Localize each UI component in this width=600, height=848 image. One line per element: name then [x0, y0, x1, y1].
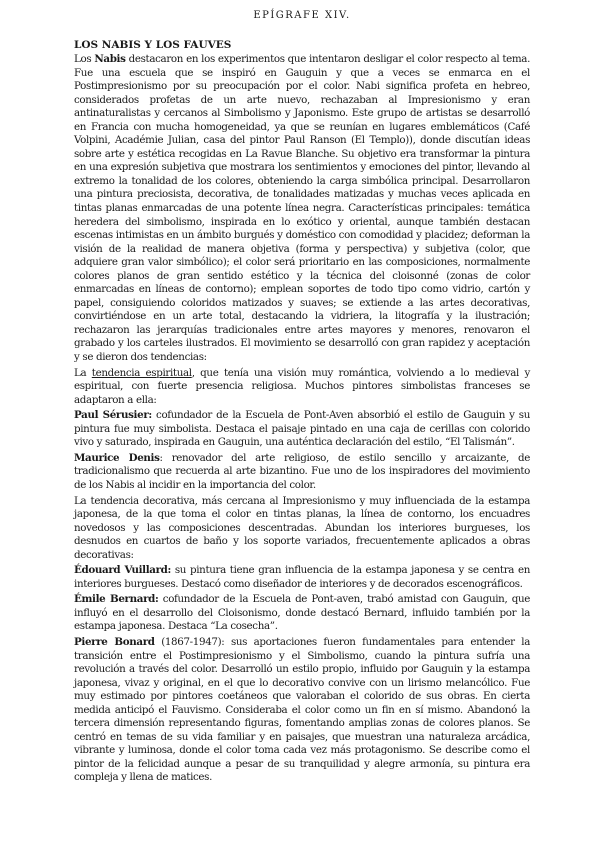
- decorative-text: La tendencia decorativa, más cercana al Impresionismo y muy influenciada de la estampa japonesa, de la que toma el color en tintas planas, la línea de contorno, los encuadres novedosos y las composiciones descentradas. Abundan los interiores burgueses, los desnudos en cuartos de baño y los soporte variados, frecuentemente aplicados a obras decorativas:: [74, 494, 530, 561]
- vuillard-name: Édouard Vuillard:: [74, 564, 171, 577]
- intro-lead: Los: [74, 53, 95, 65]
- nabis-term: Nabis: [94, 53, 126, 65]
- section-title: LOS NABIS Y LOS FAUVES: [74, 39, 232, 51]
- bernard-name: Émile Bernard:: [74, 593, 159, 606]
- serusier-paragraph: [74, 409, 530, 450]
- bonnard-paragraph: [74, 636, 530, 785]
- denis-text: : renovador del arte religioso, de estilo sencillo y arcaizante, de tradicionalismo que recuerda al arte bizantino. Fue uno de los inspiradores del movimiento de los Nabis al incidir en la importancia del color.: [74, 451, 530, 491]
- serusier-text: cofundador de la Escuela de Pont-Aven absorbió el estilo de Gauguin y su pintura fue muy simbolista. Destaca el paisaje pintado en una caja de cerillas con colorido vivo y saturado, inspirada en Gauguin, una auténtica declaración del estilo, “El Talismán”.: [74, 409, 530, 449]
- vuillard-text: su pintura tiene gran influencia de la estampa japonesa y se centra en interiores burgueses. Destacó como diseñador de interiores y de decorados escenográficos.: [74, 564, 530, 590]
- bonnard-text: (1867-1947): sus aportaciones fueron fundamentales para entender la transición entre el Postimpresionismo y el Simbolismo, cuando la pintura sufría una revolución a través del color. Desarrolló un estilo propio, influido por Gauguin y la estampa japonesa, vivaz y original, en el que lo decorativo convive con un lirismo melancólico. Fue muy estimado por pintores coetáneos que valoraban el colorido de sus obras. En cierta medida anticipó el Fauvismo. Consideraba el color como un fin en sí mismo. Abandonó la tercera dimensión representando figuras, fomentando amplias zonas de colores planos. Se centró en temas de su vida familiar y en paisajes, que muestran una naturaleza arcádica, vibrante y luminosa, donde el color toma cada vez más protagonismo. Se describe como el pintor de la felicidad aunque a pesar de su tranquilidad y alegre armonía, su pintura era compleja y llena de matices.: [74, 635, 531, 784]
- spiritual-paragraph: [74, 367, 530, 408]
- document-page: [74, 10, 530, 787]
- page-header: EPÍGRAFE XIV.: [253, 10, 351, 21]
- bernard-paragraph: [74, 593, 530, 634]
- serusier-name: Paul Sérusier:: [74, 409, 152, 422]
- intro-text: destacaron en los experimentos que intentaron desligar el color respecto al tema. Fue una escuela que se inspiró en Gauguin y que a veces se enmarca en el Postimpresionismo por su preocupación por el color. Nabi significa profeta en hebreo, considerados profetas de un arte nuevo, rechazaban al Impresionismo y eran antinaturalistas y cercanos al Simbolismo y Japonismo. Este grupo de artistas se desarrolló en Francia con mucha homogeneidad, ya que se reunían en lugares emblemáticos (Café Volpini, Académie Julian, casa del pintor Paul Ranson (El Templo)), donde discutían ideas sobre arte y estética recogidas en La Ravue Blanche. Su objetivo era transformar la pintura en una expresión subjetiva que mostrara los sentimientos y emociones del pintor, llevando al extremo la tonalidad de los colores, obteniendo la carga simbólica principal. Desarrollaron una pintura preciosista, decorativa, de tonalidades matizadas y muchas veces aplicada en tintas planas enmarcadas de una potente línea negra. Características principales: temática heredera del simbolismo, inspirada en lo exótico y oriental, aunque también destacan escenas intimistas en un ámbito burgués y doméstico con comodidad y placidez; deforman la visión de la realidad de manera objetiva (forma y perspectiva) y subjetiva (color, que adquiere gran valor simbólico); el color será prioritario en las composiciones, normalmente colores planos de gran sentido estético y la técnica del cloisonné (zonas de color enmarcadas en líneas de contorno); emplean soportes de todo tipo como vidrio, cartón y papel, consiguiendo coloridos matizados y suaves; se extiende a las artes decorativas, convirtiéndose en un arte total, destacando la vidriera, la litografía y la ilustración; rechazaron las jerarquías tradicionales entre artes mayores y menores, renovaron el grabado y los carteles ilustrados. El movimiento se desarrolló con gran rapidez y aceptación y se dieron dos tendencias:: [74, 53, 530, 364]
- denis-name: Maurice Denis: [74, 451, 160, 464]
- bonnard-name: Pierre Bonard: [74, 635, 155, 648]
- vuillard-paragraph: [74, 564, 530, 591]
- decorative-paragraph: [74, 495, 530, 563]
- spiritual-lead: La: [74, 366, 92, 379]
- spiritual-text: , que tenía una visión muy romántica, volviendo a lo medieval y espiritual, con fuerte presencia religiosa. Muchos pintores simbolistas franceses se adaptaron a ella:: [74, 366, 530, 406]
- spiritual-term: tendencia espiritual: [91, 366, 192, 379]
- intro-paragraph: [74, 53, 530, 365]
- bernard-text: cofundador de la Escuela de Pont-aven, trabó amistad con Gauguin, que influyó en el desarrollo del Cloisonismo, donde destacó Bernard, influido también por la estampa japonesa. Destaca “La cosecha”.: [74, 593, 530, 633]
- denis-paragraph: [74, 452, 530, 493]
